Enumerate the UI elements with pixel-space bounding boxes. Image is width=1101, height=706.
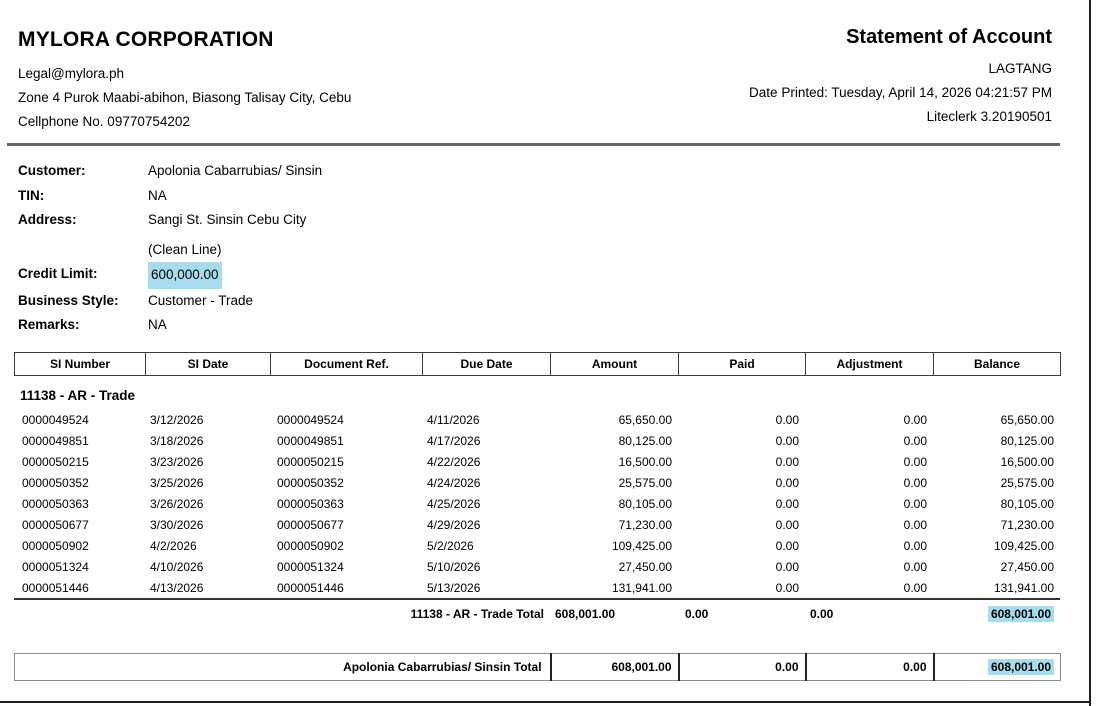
col-header-due-date: Due Date [423,352,551,375]
grand-total-balance [934,653,1061,680]
page-border-bottom [0,701,1091,703]
tin-label: TIN: [18,187,45,203]
group-total-paid: 0.00 [678,599,805,627]
table-row: 0000050352 3/25/2026 0000050352 4/24/2026 25,575.00 0.00 0.00 25,575.00 [22,476,1054,490]
company-name: MYLORA CORPORATION [18,28,274,51]
table-row: 0000050677 3/30/2026 0000050677 4/29/2026 71,230.00 0.00 0.00 71,230.00 [22,518,1054,532]
company-phone: Cellphone No. 09770754202 [18,114,190,129]
credit-limit-value: 600,000.00 [148,262,222,289]
grand-total-row [15,653,1061,680]
transactions-table [14,410,1060,627]
address-line2-value: (Clean Line) [148,241,222,257]
table-header [14,352,1061,376]
business-style-row [18,289,1054,314]
col-header-document-ref: Document Ref. [271,352,423,375]
tin-row [18,184,1054,209]
business-style-label: Business Style: [18,292,119,308]
col-header-si-date: SI Date [146,352,271,375]
grand-total-label: Apolonia Cabarrubias/ Sinsin Total [343,659,542,674]
group-title: 11138 - AR - Trade [20,387,136,403]
col-header-si-number: SI Number [15,352,146,375]
col-header-paid: Paid [679,352,806,375]
group-total-balance [933,599,1060,627]
table-row: 0000051324 4/10/2026 0000051324 5/10/2026 27,450.00 0.00 0.00 27,450.00 [22,560,1054,574]
table-row: 0000050215 3/23/2026 0000050215 4/22/2026 16,500.00 0.00 0.00 16,500.00 [22,455,1054,469]
credit-limit-row [18,262,1054,289]
address-value: Sangi St. Sinsin Cebu City [148,212,307,227]
customer-row [18,159,1054,184]
grand-total-paid: 0.00 [679,653,806,680]
grand-total-adjustment: 0.00 [806,653,934,680]
report-date-printed: Date Printed: Tuesday, April 14, 2026 04:21:57 PM [749,85,1052,100]
remarks-label: Remarks: [18,317,80,332]
company-email: Legal@mylora.ph [18,66,125,81]
table-row: 0000049851 3/18/2026 0000049851 4/17/2026 80,125.00 0.00 0.00 80,125.00 [22,434,1054,448]
col-header-amount: Amount [551,352,679,375]
customer-label: Customer: [18,163,86,178]
group-total-row [14,599,1060,627]
table-header-row [15,352,1061,375]
customer-block [8,159,1054,338]
report-software-version: Liteclerk 3.20190501 [926,109,1052,124]
customer-value: Apolonia Cabarrubias/ Sinsin [148,163,323,178]
business-style-value: Customer - Trade [148,292,254,308]
report-header [8,24,1054,134]
group-total-amount: 608,001.00 [550,599,678,627]
remarks-value: NA [148,317,167,332]
table-row: 0000051446 4/13/2026 0000051446 5/13/2026 131,941.00 0.00 0.00 131,941.00 [22,580,1054,595]
grand-total-balance-value: 608,001.00 [988,659,1054,675]
header-divider [7,143,1060,146]
table-row: 0000050363 3/26/2026 0000050363 4/25/2026 80,105.00 0.00 0.00 80,105.00 [22,497,1054,511]
table-row: 0000049524 3/12/2026 0000049524 4/11/2026 65,650.00 0.00 0.00 65,650.00 [22,413,1054,427]
group-total-label: 11138 - AR - Trade Total [14,599,550,627]
address-line2-row [18,238,1054,263]
report-title: Statement of Account [846,26,1052,48]
grand-total-box [14,653,1061,681]
address-line2-label [18,238,148,263]
transactions-body [14,410,1060,599]
address-label: Address: [18,212,77,227]
report-info [749,24,1054,129]
company-address: Zone 4 Purok Maabi-abihon, Biasong Talisay City, Cebu [18,90,352,105]
company-info [8,24,351,134]
col-header-adjustment: Adjustment [806,352,934,375]
credit-limit-label: Credit Limit: [18,266,98,281]
remarks-row [18,313,1054,338]
group-total-adjustment: 0.00 [805,599,933,627]
col-header-balance: Balance [934,352,1061,375]
report-branch: LAGTANG [988,61,1052,76]
grand-total-amount: 608,001.00 [551,653,679,680]
table-row: 0000050902 4/2/2026 0000050902 5/2/2026 109,425.00 0.00 0.00 109,425.00 [22,539,1054,553]
group-total-balance-value: 608,001.00 [988,606,1054,622]
address-row [18,208,1054,233]
page-border-right [1089,0,1091,706]
tin-value: NA [148,187,167,203]
